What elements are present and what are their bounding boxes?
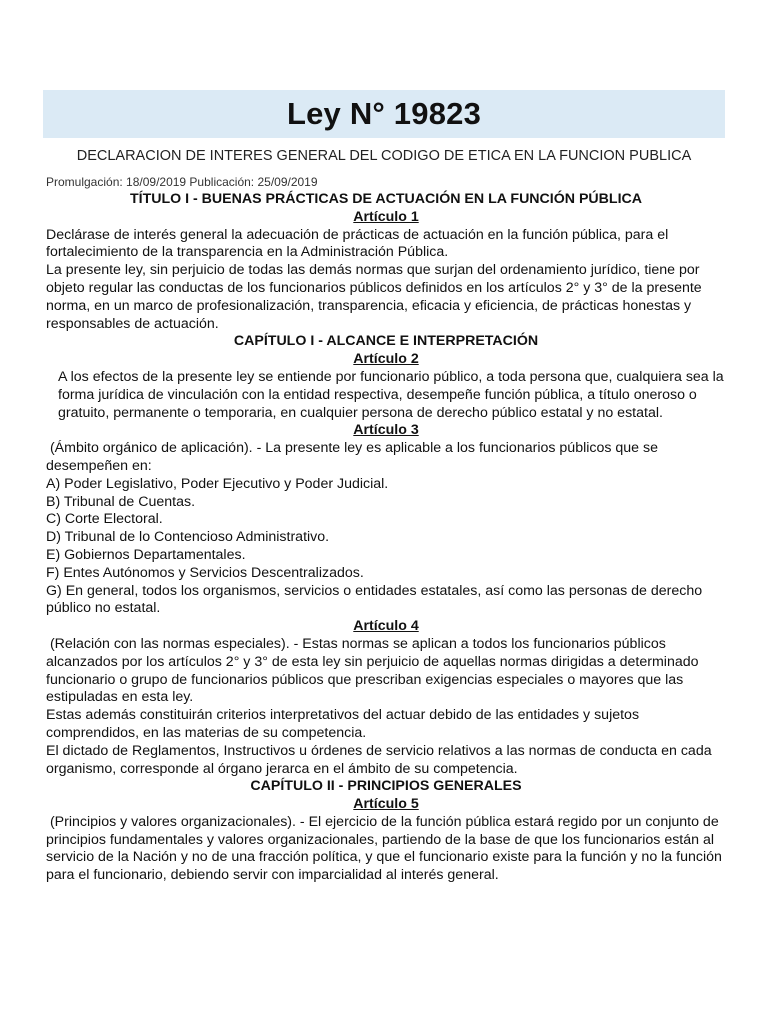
capitulo-heading: CAPÍTULO II - PRINCIPIOS GENERALES (250, 778, 522, 795)
list-item: F) Entes Autónomos y Servicios Descentralizados. (46, 564, 364, 581)
article-1-paragraph: Declárase de interés general la adecuación de prácticas de actuación en la función pública, para el fortalecimiento de la transparencia en la Administración Pública. (46, 226, 669, 261)
article-1-paragraph: La presente ley, sin perjuicio de todas las demás normas que surjan del ordenamiento jurídico, tiene por objeto regular las conductas de los funcionarios públicos definidos en los artículos 2° y 3° de la presente norma, en un marco de profesionalización, transparencia, eficacia y eficiencia, de prácticas honestas y responsables de actuación. (46, 262, 702, 332)
article-4-paragraph: El dictado de Reglamentos, Instructivos u órdenes de servicio relativos a las normas de conducta en cada organismo, corresponde al órgano jerarca en el ámbito de su competencia. (46, 742, 712, 777)
list-item: C) Corte Electoral. (46, 511, 163, 528)
capitulo-heading: CAPÍTULO I - ALCANCE E INTERPRETACIÓN (233, 333, 539, 350)
list-item: D) Tribunal de lo Contencioso Administrativo. (46, 529, 330, 546)
article-5-heading: Artículo 5 (353, 796, 419, 813)
article-2-paragraph: A los efectos de la presente ley se entiende por funcionario público, a toda persona que, cualquiera sea la forma jurídica de vinculación con la entidad respectiva, desempeñe función pública, a título oneroso o gratuito, permanente o temporaria, en cualquier persona de derecho público estatal y no estatal. (58, 368, 724, 421)
article-5-paragraph: (Principios y valores organizacionales). - El ejercicio de la función pública estará regido por un conjunto de principios fundamentales y valores organizacionales, partiendo de la base de que los funcionarios están al servicio de la Nación y no de una fracción política, y que el funcionario existe para la función y no la función para el funcionario, debiendo servir con imparcialidad al interés general. (46, 813, 722, 884)
article-3-intro: (Ámbito orgánico de aplicación). - La presente ley es aplicable a los funcionarios públicos que se desempeñen en: (46, 440, 658, 474)
list-item: G) En general, todos los organismos, servicios o entidades estatales, así como las personas de derecho público no estatal. (46, 582, 703, 617)
article-1-heading: Artículo 1 (353, 208, 419, 225)
page-title: Ley N° 19823 (286, 96, 482, 131)
list-item: A) Poder Legislativo, Poder Ejecutivo y Poder Judicial. (46, 475, 389, 492)
law-body (46, 191, 726, 885)
title-banner (43, 90, 725, 138)
list-item: E) Gobiernos Departamentales. (46, 546, 246, 563)
article-4-paragraph: Estas además constituirán criterios interpretativos del actuar debido de las entidades y sujetos comprendidos, en las materias de su competencia. (46, 707, 640, 741)
law-subtitle: DECLARACION DE INTERES GENERAL DEL CODIGO DE ETICA EN LA FUNCION PUBLICA (76, 148, 692, 164)
article-2-heading: Artículo 2 (353, 351, 419, 368)
promulgation-dates: Promulgación: 18/09/2019 Publicación: 25/09/2019 (46, 175, 318, 189)
list-item: B) Tribunal de Cuentas. (46, 493, 196, 510)
titulo-heading: TÍTULO I - BUENAS PRÁCTICAS DE ACTUACIÓN EN LA FUNCIÓN PÚBLICA (129, 191, 643, 207)
article-4-paragraph: (Relación con las normas especiales). - Estas normas se aplican a todos los funcionarios públicos alcanzados por los artículos 2° y 3° de esta ley sin perjuicio de aquellas normas dirigidas a determinado funcionario o grupo de funcionarios públicos que prescriban exigencias especiales o mayores que las estipuladas en esta ley. (46, 635, 699, 706)
article-4-heading: Artículo 4 (353, 618, 419, 635)
article-3-heading: Artículo 3 (353, 422, 419, 439)
